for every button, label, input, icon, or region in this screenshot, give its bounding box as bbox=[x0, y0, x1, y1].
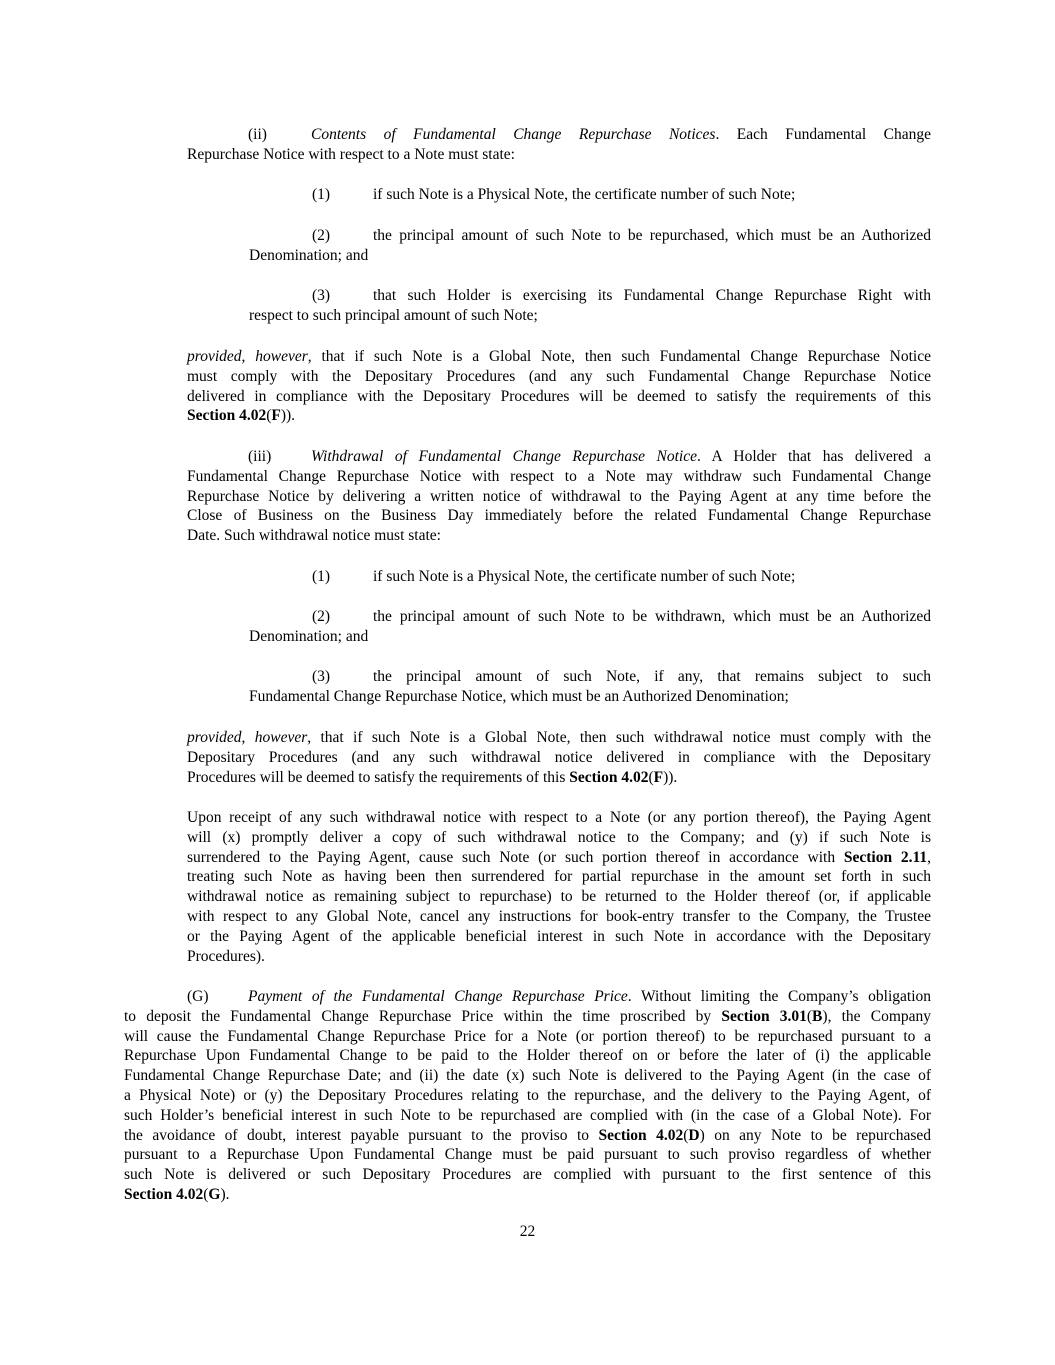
upon-receipt-paragraph: Upon receipt of any such withdrawal notice with respect to a Note (or any portion thereof), the Paying Agent will (x) promptly deliver a copy of such withdrawal notice to the Company; and (y) if such Note is surrendered to the Paying Agent, cause such Note (or such portion thereof in accordance with Section 2.11, treating such Note as having been then surrendered for partial repurchase in the amount set forth in such withdrawal notice as remaining subject to repurchase) to be returned to the Holder thereof (or, if applicable with respect to any Global Note, cancel any instructions for book-entry transfer to the Company, the Trustee or the Paying Agent of the applicable beneficial interest in such Note in accordance with the Depositary Procedures). bbox=[187, 809, 931, 965]
item-number: (3) bbox=[312, 668, 331, 685]
item-text: Denomination; and bbox=[249, 627, 369, 645]
section-ii-paragraph bbox=[187, 125, 931, 165]
section-iii-paragraph: (iii) Withdrawal of Fundamental Change Repurchase Notice. A Holder that has delivered a Fundamental Change Repurchase Notice with respect to a Note may withdraw such Fundamental Change Repurchase Notice by delivering a written notice of withdrawal to the Paying Agent at any time before the Close of Business on the Business Day immediately before the related Fundamental Change Repurchase Date. Such withdrawal notice must state: bbox=[187, 448, 931, 545]
section-number: (G) bbox=[187, 988, 209, 1005]
item-number: (2) bbox=[312, 227, 331, 244]
section-title: Contents of Fundamental Change Repurchase Notices bbox=[311, 126, 716, 143]
item-text: respect to such principal amount of such Note; bbox=[249, 306, 538, 324]
section-reference: Section 4.02 bbox=[598, 1126, 684, 1144]
list-item bbox=[249, 667, 931, 707]
proviso-paragraph: provided, however, that if such Note is a Global Note, then such Fundamental Change Repurchase Notice must comply with the Depositary Procedures (and any such Fundamental Change Repurchase Notice delivered in compliance with the Depositary Procedures will be deemed to satisfy the requirements of this Section 4.02(F)). bbox=[187, 348, 932, 425]
section-g-paragraph: (G) Payment of the Fundamental Change Repurchase Price. Without limiting the Company’s obligation to deposit the Fundamental Change Repurchase Price within the time proscribed by Section 3.01(B), the Company will cause the Fundamental Change Repurchase Price for a Note (or portion thereof) to be repurchased pursuant to a Repurchase Upon Fundamental Change to be paid to the Holder thereof on or before the later of (i) the applicable Fundamental Change Repurchase Date; and (ii) the date (x) such Note is delivered to the Paying Agent (in the case of a Physical Note) or (y) the Depositary Procedures relating to the repurchase, and the delivery to the Paying Agent, of such Holder’s beneficial interest in such Note to be repurchased are complied with (in the case of a Global Note). For the avoidance of doubt, interest payable pursuant to the proviso to Section 4.02(D) on any Note to be repurchased pursuant to a Repurchase Upon Fundamental Change must be paid pursuant to such proviso regardless of whether such Note is delivered or such Depositary Procedures are complied with pursuant to the first sentence of this Section 4.02(G). bbox=[124, 988, 932, 1203]
paragraph-line: (ii) Contents of Fundamental Change Repurchase Notices. Each Fundamental Change bbox=[248, 126, 931, 143]
item-text: Fundamental Change Repurchase Notice, which must be an Authorized Denomination; bbox=[249, 687, 789, 705]
section-reference: Section 4.02 bbox=[569, 768, 649, 786]
section-title: Payment of the Fundamental Change Repurchase Price bbox=[248, 988, 628, 1005]
item-number: (1) bbox=[312, 568, 331, 585]
item-text: if such Note is a Physical Note, the certificate number of such Note; bbox=[373, 568, 796, 585]
section-title: Withdrawal of Fundamental Change Repurchase Notice bbox=[311, 448, 697, 465]
item-text: the principal amount of such Note to be repurchased, which must be an Authorized bbox=[373, 227, 931, 244]
item-text: if such Note is a Physical Note, the certificate number of such Note; bbox=[373, 186, 796, 203]
section-number: (ii) bbox=[248, 126, 267, 143]
proviso-paragraph: provided, however, that if such Note is a Global Note, then such withdrawal notice must comply with the Depositary Procedures (and any such withdrawal notice delivered in compliance with the Depositary Procedures will be deemed to satisfy the requirements of this Section 4.02(F)). bbox=[187, 729, 931, 786]
section-number: (iii) bbox=[248, 448, 272, 465]
page-number: 22 bbox=[519, 1223, 536, 1240]
section-reference: Section 4.02 bbox=[124, 1185, 204, 1203]
section-reference: Section 3.01 bbox=[721, 1007, 807, 1025]
item-number: (3) bbox=[312, 287, 331, 304]
item-text: that such Holder is exercising its Fundamental Change Repurchase Right with bbox=[373, 287, 931, 304]
list-item bbox=[249, 607, 931, 647]
item-text: the principal amount of such Note, if any, that remains subject to such bbox=[373, 668, 931, 685]
list-item bbox=[249, 286, 931, 326]
item-number: (1) bbox=[312, 186, 331, 203]
item-number: (2) bbox=[312, 608, 331, 625]
list-item bbox=[249, 226, 931, 266]
item-text: Denomination; and bbox=[249, 246, 369, 264]
paragraph-line: Repurchase Notice with respect to a Note must state: bbox=[187, 145, 515, 163]
section-reference: Section 4.02 bbox=[187, 407, 267, 425]
list-item bbox=[249, 185, 931, 205]
section-reference: Section 2.11 bbox=[843, 848, 928, 866]
list-item bbox=[249, 567, 931, 587]
item-text: the principal amount of such Note to be withdrawn, which must be an Authorized bbox=[373, 608, 931, 625]
